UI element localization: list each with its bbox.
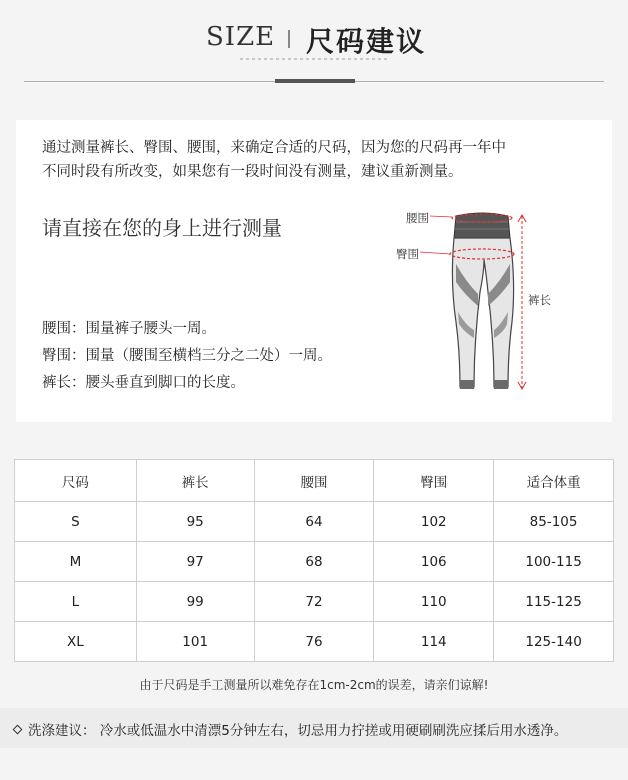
cell-waist: 72: [254, 582, 374, 622]
measure-label: 腰围：: [42, 321, 86, 337]
figure-label-hip: 臀围: [396, 247, 419, 261]
cell-weight: 115-125: [494, 582, 614, 622]
cell-waist: 76: [254, 622, 374, 662]
measure-subheading: 请直接在您的身上进行测量: [42, 216, 282, 240]
cell-hip: 102: [374, 502, 494, 542]
measure-label: 裤长：: [42, 375, 86, 391]
cell-length: 95: [136, 502, 254, 542]
title-chinese: 尺码建议: [306, 25, 427, 58]
cell-weight: 125-140: [494, 622, 614, 662]
wash-label: 洗涤建议：: [28, 723, 96, 739]
measure-text: 腰头垂直到脚口的长度。: [85, 375, 245, 391]
table-row: [15, 542, 614, 582]
cell-weight: 100-115: [494, 542, 614, 582]
measure-instructions: [42, 316, 332, 397]
figure-label-waist: 腰围: [406, 211, 429, 225]
cell-size: XL: [15, 622, 137, 662]
header-hip: 臀围: [374, 460, 494, 502]
cell-length: 99: [136, 582, 254, 622]
cell-hip: 114: [374, 622, 494, 662]
cell-weight: 85-105: [494, 502, 614, 542]
header-length: 裤长: [136, 460, 254, 502]
cell-size: L: [15, 582, 137, 622]
cell-waist: 64: [254, 502, 374, 542]
measurement-guide-panel: [16, 120, 612, 422]
leggings-figure: [394, 202, 554, 412]
measure-row-waist: [42, 316, 332, 343]
intro-line: 不同时段有所改变，如果您有一段时间没有测量，建议重新测量。: [42, 164, 463, 180]
cell-size: M: [15, 542, 137, 582]
table-row: [15, 582, 614, 622]
intro-text: [42, 136, 610, 184]
cell-hip: 106: [374, 542, 494, 582]
table-row: [15, 502, 614, 542]
title-english: SIZE: [206, 22, 276, 52]
cell-length: 97: [136, 542, 254, 582]
wash-advice: [14, 719, 567, 739]
header: [0, 0, 628, 100]
intro-line: 通过测量裤长、臀围、腰围，来确定合适的尺码，因为您的尺码再一年中: [42, 140, 506, 156]
measure-row-length: [42, 370, 332, 397]
title-separator: [288, 30, 290, 48]
figure-label-length: 裤长: [528, 293, 551, 307]
header-waist: 腰围: [254, 460, 374, 502]
measurement-error-note: 由于尺码是手工测量所以难免存在1cm-2cm的误差，请亲们谅解!: [139, 678, 489, 692]
measure-text: 围量（腰围至横档三分之二处）一周。: [85, 348, 332, 364]
measure-row-hip: [42, 343, 332, 370]
cell-length: 101: [136, 622, 254, 662]
wash-advice-bar: [0, 708, 628, 748]
cell-size: S: [15, 502, 137, 542]
cell-hip: 110: [374, 582, 494, 622]
wash-text: 冷水或低温水中清漂5分钟左右，切忌用力拧搓或用硬刷刷洗应揉后用水透净。: [99, 723, 568, 739]
measure-label: 臀围：: [42, 348, 86, 364]
header-size: 尺码: [15, 460, 137, 502]
table-header-row: [15, 460, 614, 502]
title-dots-decoration: [240, 58, 388, 60]
leggings-illustration-icon: [394, 202, 554, 412]
cell-waist: 68: [254, 542, 374, 582]
size-chart-table: [14, 459, 614, 662]
header-weight: 适合体重: [494, 460, 614, 502]
header-rule-accent: [275, 79, 355, 83]
diamond-icon: [13, 725, 23, 735]
measure-text: 围量裤子腰头一周。: [85, 321, 216, 337]
table-row: [15, 622, 614, 662]
